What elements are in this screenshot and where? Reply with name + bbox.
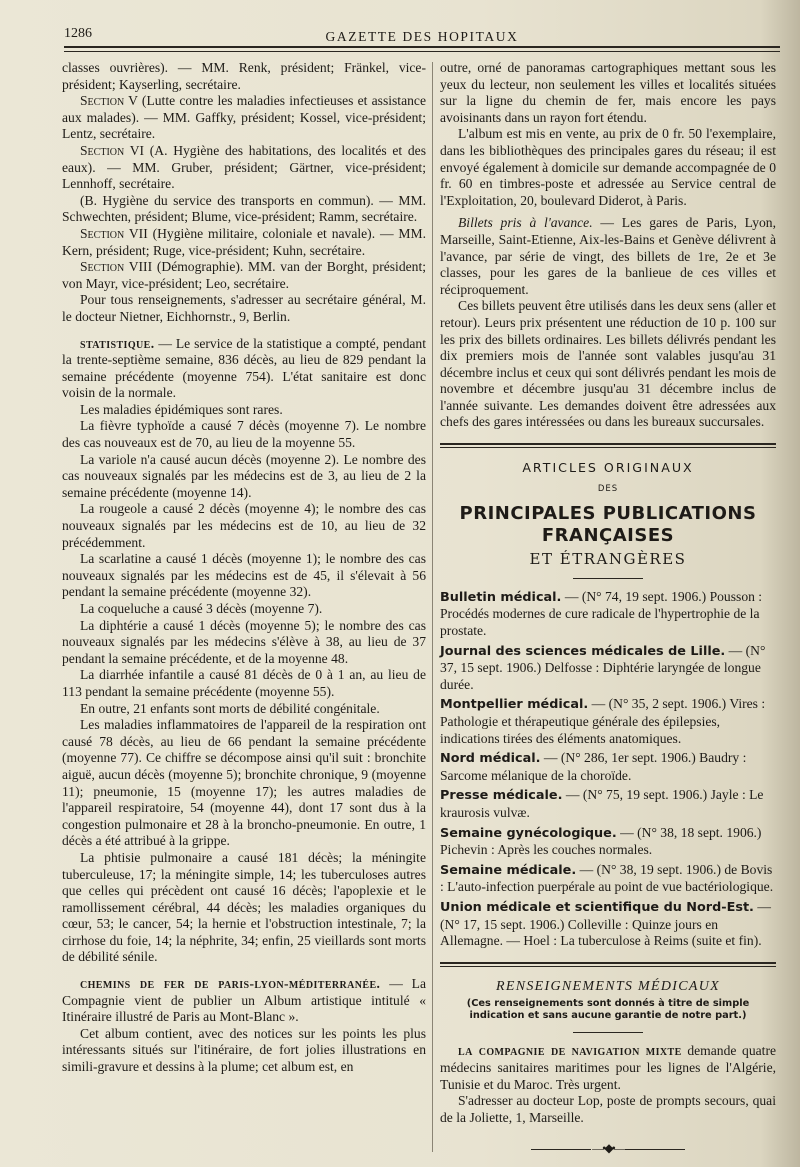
paragraph bbox=[62, 226, 426, 259]
journal-name: Montpellier médical. bbox=[440, 697, 589, 713]
paragraph-text: demande quatre médecins sanitaires maritimes pour les lignes de l'Algérie, Tunisie et du Maroc. Très urgent. bbox=[440, 1043, 777, 1092]
paragraph: Ces billets peuvent être utilisés dans les deux sens (aller et retour). Leurs prix présentent une réduction de 10 p. 100 sur les prix des billets ordinaires. Les billets délivrés pendant les dix premiers mois de l'année sont valables jusqu'au 31 décembre inclus et ceux qui sont délivrés pendant les mois de novembre et décembre jusqu'au 31 décembre inclus de l'année suivante. Les demandes doivent être adressées aux chefs des gares intéressées ou dans les bureaux succursales. bbox=[440, 298, 776, 430]
bibliography-list bbox=[440, 589, 776, 950]
bib-text: — (N° 38, 19 sept. 1906.) de Bovis : L'auto-infection puerpérale au point de vue bactériologique. bbox=[440, 861, 774, 895]
ornament-line bbox=[531, 1149, 591, 1150]
right-column bbox=[440, 60, 776, 1157]
section-heading-2: ET ÉTRANGÈRES bbox=[529, 550, 687, 569]
bib-text: — (N° 35, 2 sept. 1906.) Vires : Pathologie et thérapeutique générale des épilepsies, indications tirées des éléments anatomiques. bbox=[440, 696, 766, 746]
paragraph bbox=[62, 259, 426, 292]
paragraph: La variole n'a causé aucun décès (moyenne 2). Le nombre des cas nouveaux signalés par les médecins est de 3, au lieu de 2 la semaine précédente (moyenne 14). bbox=[62, 451, 426, 500]
article-lead: la compagnie de navigation mixte bbox=[458, 1043, 682, 1059]
paragraph: La scarlatine a causé 1 décès (moyenne 1); le nombre des cas nouveaux signalés par les médecins est de 45, il s'élevait à 56 pendant la semaine précédente (moyenne 32). bbox=[62, 551, 426, 600]
paragraph-text: — Le service de la statistique a compté, pendant la trente-septième semaine, 836 décès, au lieu de 829 pendant la semaine précédente (moyenne 754). L'état sanitaire est donc voisin de la normale. bbox=[62, 335, 426, 401]
section-rule bbox=[440, 443, 776, 448]
section-heading: PRINCIPALES PUBLICATIONS FRANÇAISES bbox=[459, 503, 757, 547]
paragraph: L'album est mis en vente, au prix de 0 fr. 50 l'exemplaire, dans les bibliothèques des principales gares du réseau; il est envoyé également à domicile sur demande accompagnée de 0 fr. 60 en timbres-poste et adressée au Service central de l'Exploitation, 20, boulevard Diderot, à Paris. bbox=[440, 126, 776, 208]
paragraph: outre, orné de panoramas cartographiques mettant sous les yeux du lecteur, non seulement les villes et localités situées sur la ligne du chemin de fer, mais encore les pays avoisinants dans un rayon fort étendu. bbox=[440, 60, 776, 125]
bibliography-item bbox=[440, 589, 776, 640]
section-label: Section bbox=[80, 259, 125, 275]
bib-text: — (N° 75, 19 sept. 1906.) Jayle : Le kraurosis vulvæ. bbox=[440, 787, 764, 820]
journal-name: Semaine médicale. bbox=[440, 862, 577, 878]
column-separator bbox=[432, 62, 433, 1152]
journal-name: Presse médicale. bbox=[440, 788, 563, 804]
paragraph: Les maladies inflammatoires de l'appareil de la respiration ont causé 78 décès, au lieu de 66 pendant la semaine précédente (moyenne 77). Ce chiffre se décompose ainsi qu'il suit : bronchite aiguë, aucun décès (moyenne 5); bronchite chronique, 9 (moyenne 11); pneumonie, 15 (moyenne 17); les autres maladies de l'appareil respiratoire, 54 (moyenne 44), dont 17 sont dus à la congestion pulmonaire et 28 à la broncho-pneumonie. En outre, 1 décès a été attribué à la grippe. bbox=[62, 717, 426, 849]
short-rule bbox=[573, 1032, 643, 1033]
paragraph-text: VIII (Démographie). MM. van der Borght, président; von Mayr, vice-président; Leo, secrétaire. bbox=[62, 259, 426, 291]
running-title: GAZETTE DES HOPITAUX bbox=[325, 29, 519, 44]
railway-paragraph bbox=[62, 976, 426, 1026]
bibliography-item bbox=[440, 696, 776, 747]
section-label: Section bbox=[80, 225, 125, 241]
section-title: ARTICLES ORIGINAUX bbox=[522, 460, 694, 476]
paragraph-text: — La Compagnie vient de publier un Album artistique intitulé « Itinéraire illustré de Paris au Mont-Blanc ». bbox=[62, 976, 426, 1025]
article-lead: statistique. bbox=[80, 335, 155, 351]
paragraph: classes ouvrières). — MM. Renk, président; Fränkel, vice-président; Kayserling, secrétaire. bbox=[62, 60, 426, 92]
paragraph: La fièvre typhoïde a causé 7 décès (moyenne 7). Le nombre des cas nouveaux est de 70, au lieu de la moyenne 55. bbox=[62, 418, 426, 451]
bib-text: — (N° 286, 1er sept. 1906.) Baudry : Sarcome mélanique de la choroïde. bbox=[440, 750, 747, 783]
bibliography-item bbox=[440, 899, 776, 950]
bibliography-item bbox=[440, 643, 776, 694]
ornament-divider bbox=[440, 1140, 776, 1157]
journal-name: Union médicale et scientifique du Nord-Est. bbox=[440, 899, 754, 915]
paragraph: S'adresser au docteur Lop, poste de prompts secours, quai de la Joliette, 1, Marseille. bbox=[440, 1093, 776, 1125]
paragraph: Les maladies épidémiques sont rares. bbox=[80, 401, 283, 417]
page-number: 1286 bbox=[64, 26, 92, 41]
bib-text: — (N° 74, 19 sept. 1906.) Pousson : Procédés modernes de cure radicale de l'hypertrophie de la prostate. bbox=[440, 588, 763, 639]
bibliography-item bbox=[440, 825, 776, 859]
paragraph: La rougeole a causé 2 décès (moyenne 4); le nombre des cas nouveaux signalés par les médecins est de 10, au lieu de 32 précédemment. bbox=[62, 501, 426, 550]
paragraph: La diarrhée infantile a causé 81 décès de 0 à 1 an, au lieu de 113 pendant la semaine précédente (moyenne 55). bbox=[62, 667, 426, 699]
bib-text: — (N° 17, 15 sept. 1906.) Colleville : Quinze jours en Allemagne. — Hoel : La tuberculose à Reims (suite et fin). bbox=[440, 898, 771, 949]
journal-name: Bulletin médical. bbox=[440, 589, 562, 605]
paragraph bbox=[62, 93, 426, 143]
paragraph: La phtisie pulmonaire a causé 181 décès; la méningite tuberculeuse, 17; la méningite simple, 14; les tuberculoses autres que celles qui précèdent ont causé 16 décès; l'apoplexie et le ramollissement cérébral, 44 décès; les maladies organiques du cœur, 53; le cancer, 54; la hernie et l'obstruction intestinale, 7; la cirrhose du foie, 14; la néphrite, 34; enfin, 25 vieillards sont morts de débilité sénile. bbox=[62, 849, 426, 965]
section-rule bbox=[440, 962, 776, 967]
ornament-glyph: —•◆•— bbox=[592, 1141, 624, 1156]
paragraph-text: — Les gares de Paris, Lyon, Marseille, Saint-Etienne, Aix-les-Bains et Genève délivrent à l'avance, par série de vingt, des billets de 1re, 2e et 3e classes, pour les gares de la banlieue de ces villes et réciproquement. bbox=[440, 215, 776, 297]
paragraph-text: VI (A. Hygiène des habitations, des localités et des eaux). — MM. Gruber, président; Gärtner, vice-président; Lennhoff, secrétaire. bbox=[62, 142, 426, 192]
paragraph bbox=[62, 143, 426, 193]
section-label: Section bbox=[80, 142, 125, 158]
bib-text: — (N° 37, 15 sept. 1906.) Delfosse : Diphtérie laryngée de longue durée. bbox=[440, 642, 766, 692]
renseignements-note: (Ces renseignements sont donnés à titre de simple indication et sans aucune garantie de notre part.) bbox=[466, 998, 750, 1022]
paragraph: La diphtérie a causé 1 décès (moyenne 5); le nombre des cas nouveaux signalés par les médecins s'élève à 38, au lieu de 37 pendant la semaine précédente, et de la moyenne 48. bbox=[62, 617, 426, 666]
journal-name: Semaine gynécologique. bbox=[440, 825, 617, 841]
navigation-paragraph bbox=[440, 1043, 776, 1093]
paragraph: Pour tous renseignements, s'adresser au secrétaire général, M. le docteur Nietner, Eichhornstr., 9, Berlin. bbox=[62, 292, 426, 324]
header-rule-thin bbox=[64, 51, 780, 52]
statistique-paragraph bbox=[62, 336, 426, 402]
paragraph: La coqueluche a causé 3 décès (moyenne 7). bbox=[80, 601, 323, 616]
article-lead: chemins de fer de paris-lyon-méditerranée. bbox=[80, 976, 381, 992]
bibliography-item bbox=[440, 862, 776, 896]
paragraph bbox=[440, 215, 776, 298]
bibliography-item bbox=[440, 750, 776, 784]
section-subtitle: DES bbox=[597, 483, 619, 494]
journal-name: Nord médical. bbox=[440, 751, 541, 767]
italic-lead: Billets pris à l'avance. bbox=[458, 215, 593, 231]
ornament-line bbox=[625, 1149, 685, 1150]
page-header bbox=[64, 26, 780, 48]
paragraph: En outre, 21 enfants sont morts de débilité congénitale. bbox=[80, 700, 380, 716]
renseignements-title: RENSEIGNEMENTS MÉDICAUX bbox=[496, 978, 720, 994]
paragraph: Cet album contient, avec des notices sur les points les plus intéressants situés sur l'itinéraire, de fort jolies illustrations en simili-gravure et dessins à la plume; cet album est, en bbox=[62, 1025, 426, 1075]
paragraph: (B. Hygiène du service des transports en commun). — MM. Schwechten, président; Blume, vice-président; Ramm, secrétaire. bbox=[62, 192, 426, 225]
journal-name: Journal des sciences médicales de Lille. bbox=[440, 643, 726, 659]
short-rule bbox=[573, 578, 643, 579]
bib-text: — (N° 38, 18 sept. 1906.) Pichevin : Après les couches normales. bbox=[440, 824, 762, 858]
section-label: Section bbox=[80, 93, 125, 109]
left-column bbox=[62, 60, 426, 1076]
header-rule bbox=[64, 46, 780, 48]
bibliography-item bbox=[440, 787, 776, 821]
paragraph-text: VII (Hygiène militaire, coloniale et navale). — MM. Kern, président; Ruge, vice-président; Kuhn, secrétaire. bbox=[62, 225, 426, 258]
paragraph-text: V (Lutte contre les maladies infectieuses et assistance aux malades). — MM. Gaffky, président; Kossel, vice-président; Lentz, secrétaire. bbox=[62, 93, 426, 142]
